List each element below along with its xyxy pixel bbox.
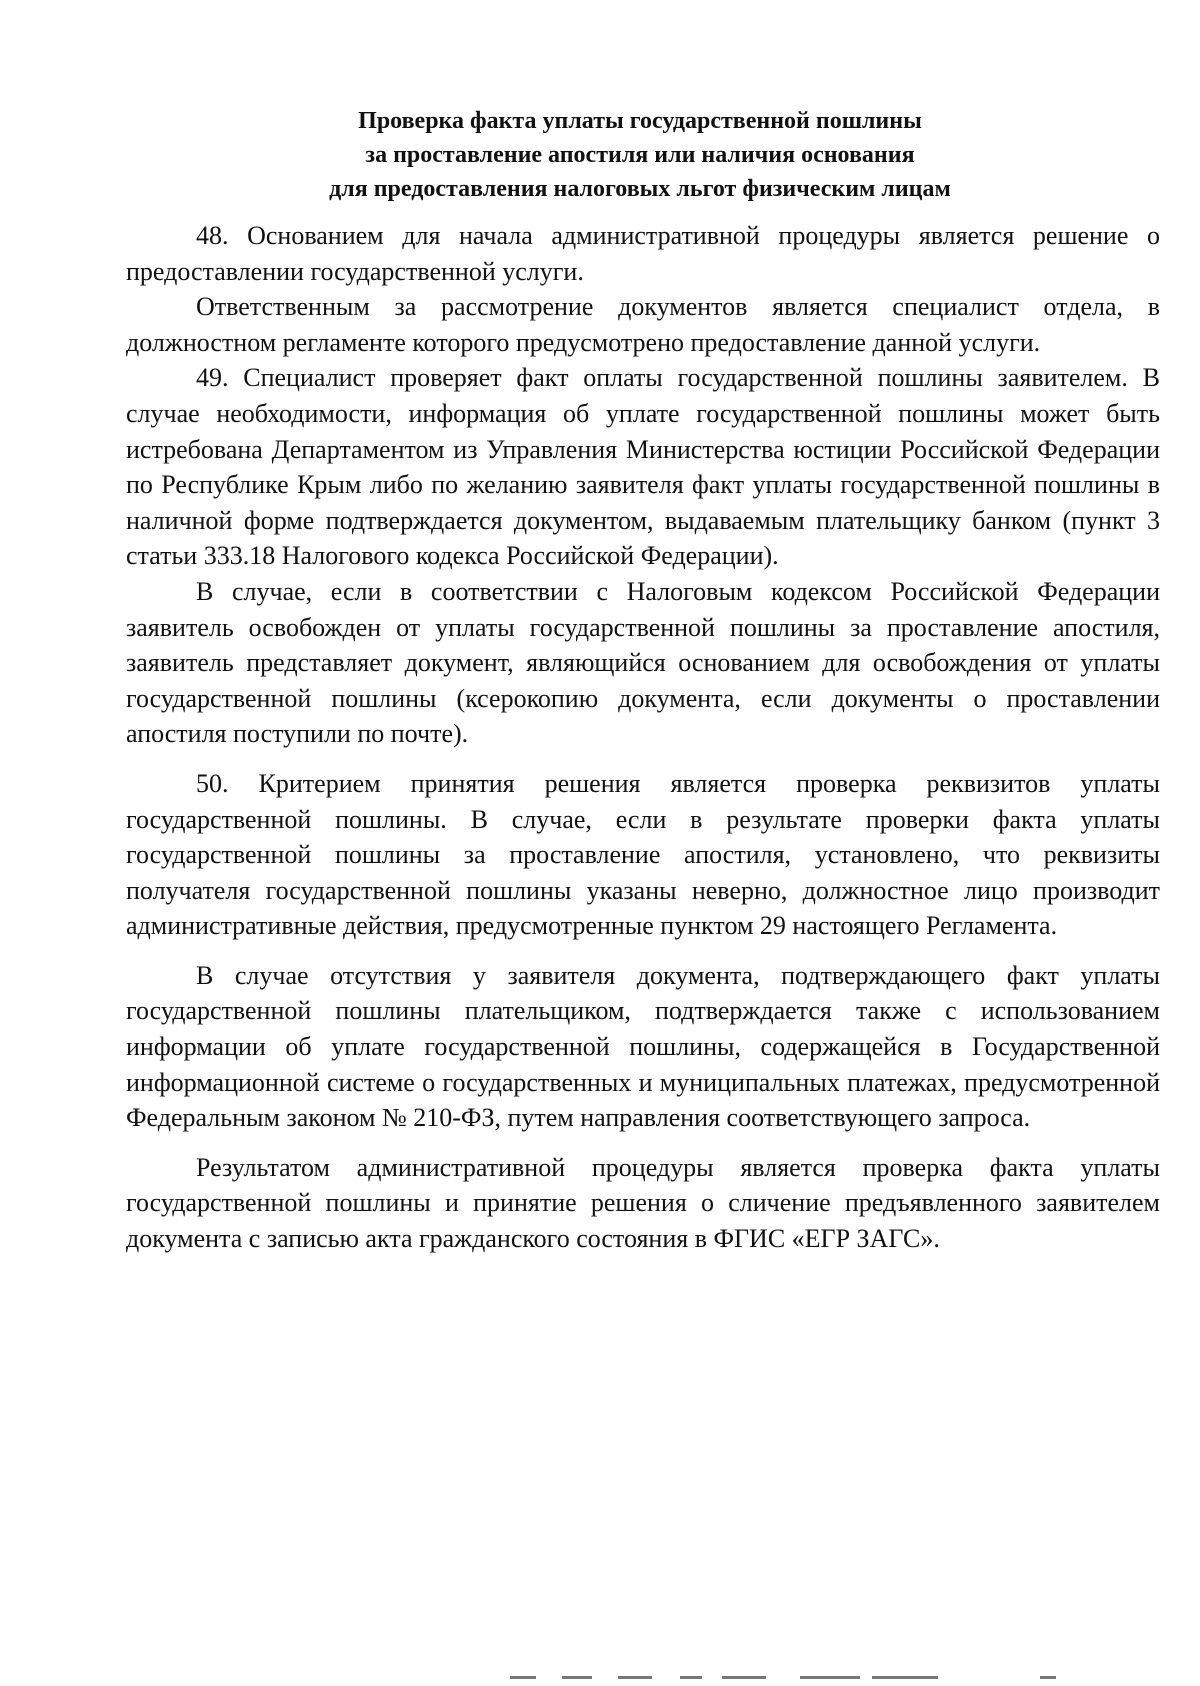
paragraph-exemption: В случае, если в соответствии с Налоговым кодексом Российской Федерации заявитель освобожден от уплаты государственной пошлины за проставление апостиля, заявитель представляет документ, являющийся основанием для освобождения от уплаты государственной пошлины (ксерокопию документа, если документы о проставлении апостиля поступили по почте). bbox=[126, 576, 1160, 749]
paragraph-gis-gmp: В случае отсутствия у заявителя документа, подтверждающего факт уплаты государственной пошлины плательщиком, подтверждается также с использованием информации об уплате государственной пошлины, содержащейся в Государственной информационной системе о государственных и муниципальных платежах, предусмотренной Федеральным законом № 210-ФЗ, путем направления соответствующего запроса. bbox=[126, 960, 1160, 1133]
paragraph-responsible: Ответственным за рассмотрение документов является специалист отдела, в должностном регламенте которого предусмотрено предоставление данной услуги. bbox=[126, 292, 1160, 357]
title-line-3: для предоставления налоговых льгот физическим лицам bbox=[329, 176, 951, 202]
section-title bbox=[120, 104, 1160, 206]
paragraph-48: 48. Основанием для начала административной процедуры является решение о предоставлении государственной услуги. bbox=[126, 221, 1160, 286]
body-text bbox=[126, 218, 1160, 1257]
title-line-2: за проставление апостиля или наличия основания bbox=[365, 142, 915, 168]
title-line-1: Проверка факта уплаты государственной пошлины bbox=[358, 108, 922, 134]
paragraph-50: 50. Критерием принятия решения является проверка реквизитов уплаты государственной пошлины. В случае, если в результате проверки факта уплаты государственной пошлины за проставление апостиля, установлено, что реквизиты получателя государственной пошлины указаны неверно, должностное лицо производит административные действия, предусмотренные пунктом 29 настоящего Регламента. bbox=[126, 768, 1160, 941]
scan-edge-marks bbox=[500, 1672, 1160, 1682]
paragraph-result: Результатом административной процедуры является проверка факта уплаты государственной пошлины и принятие решения о сличение предъявленного заявителем документа с записью акта гражданского состояния в ФГИС «ЕГР ЗАГС». bbox=[126, 1152, 1160, 1254]
paragraph-49: 49. Специалист проверяет факт оплаты государственной пошлины заявителем. В случае необходимости, информация об уплате государственной пошлины может быть истребована Департаментом из Управления Министерства юстиции Российской Федерации по Республике Крым либо по желанию заявителя факт уплаты государственной пошлины в наличной форме подтверждается документом, выдаваемым плательщику банком (пункт 3 статьи 333.18 Налогового кодекса Российской Федерации). bbox=[126, 363, 1160, 571]
